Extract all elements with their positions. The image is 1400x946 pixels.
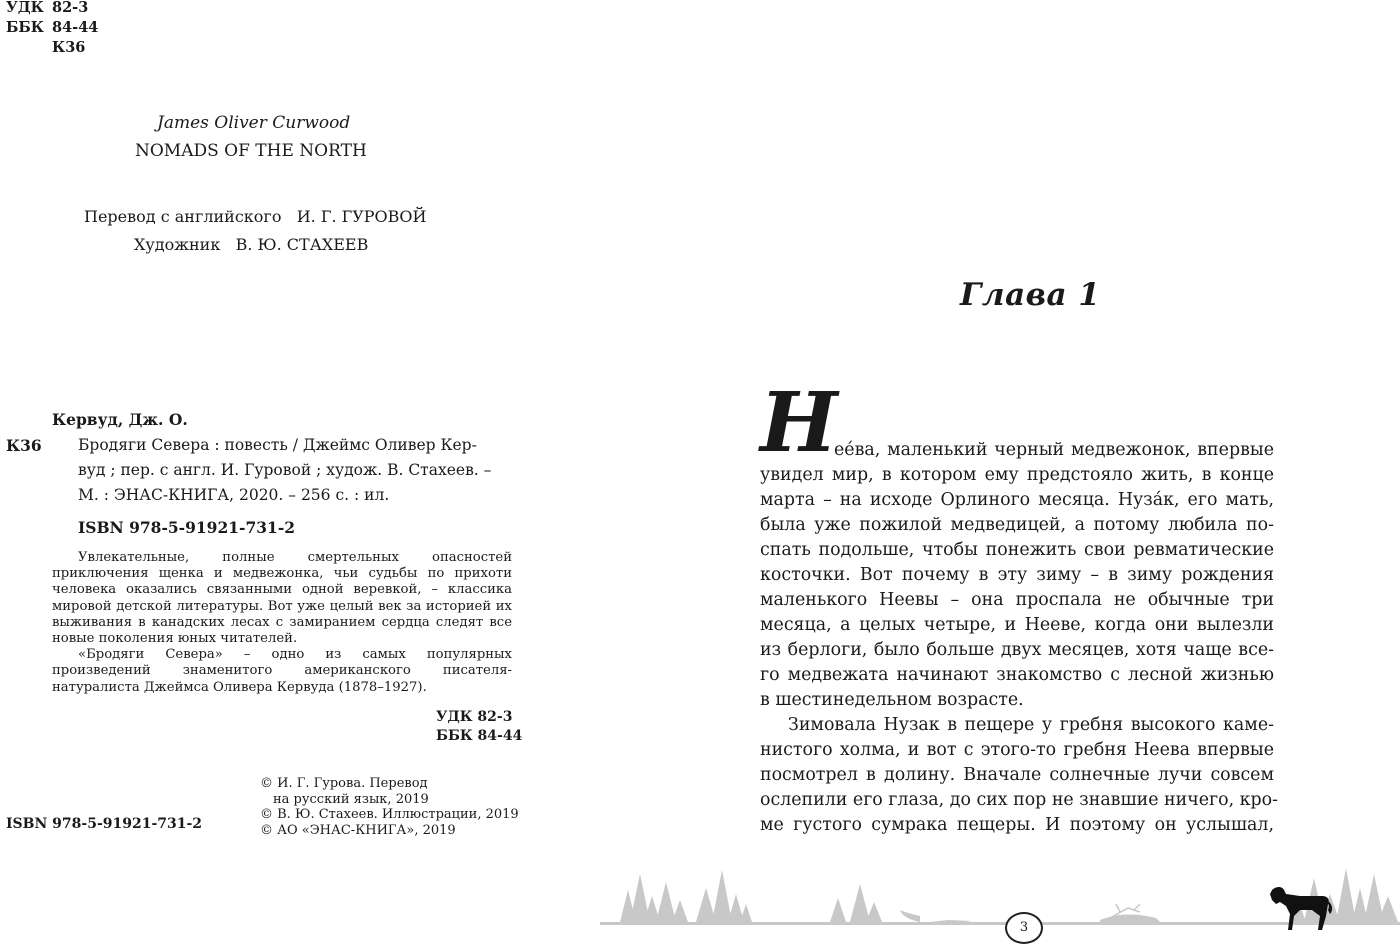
original-author: James Oliver Curwood xyxy=(157,113,351,133)
body-line: месяца, а целых четыре, и Нееве, когда они вылезли xyxy=(760,615,1274,635)
annotation-paragraph: «Бродяги Севера» – одно из самых популярных произведений знаменитого американского писателя-натуралиста Джеймса Оливера Кервуда (1878–1927). xyxy=(52,647,512,695)
udk-bbk-footer xyxy=(436,708,522,746)
udk-line: УДК 82-3 xyxy=(436,709,513,725)
chapter-title: Глава 1 xyxy=(960,277,1101,313)
body-line: спать подольше, чтобы понежить свои ревматические xyxy=(760,540,1274,560)
copyright-line: на русский язык, 2019 xyxy=(273,791,429,807)
catalog-line: Бродяги Севера : повесть / Джеймс Оливер Кер- xyxy=(78,436,477,454)
udk-bbk-header xyxy=(6,0,98,58)
catalog-line: М. : ЭНАС-КНИГА, 2020. – 256 с. : ил. xyxy=(78,486,390,504)
copyright-line: © В. Ю. Стахеев. Иллюстрации, 2019 xyxy=(260,807,519,822)
body-line: марта – на исходе Орлиного месяца. Нузáк, его мать, xyxy=(760,490,1274,510)
copyright-line: © АО «ЭНАС-КНИГА», 2019 xyxy=(260,822,456,838)
body-line: ослепили его глаза, до сих пор не знавшие ничего, кро- xyxy=(760,790,1279,810)
translation-label: Перевод с английского xyxy=(84,207,282,226)
body-line: нистого холма, и вот с этого-то гребня Неева впервые xyxy=(760,740,1274,760)
translation-credit xyxy=(84,207,426,226)
drop-cap: Н xyxy=(760,375,838,471)
catalog-code: К36 xyxy=(6,436,42,455)
body-line: го медвежата начинают знакомство с лесной жизнью xyxy=(760,665,1274,685)
catalog-author: Кервуд, Дж. О. xyxy=(52,410,188,429)
body-line: в шестинедельном возрасте. xyxy=(760,690,1024,710)
forest-scenery-illustration xyxy=(600,860,1400,946)
isbn-bottom: ISBN 978-5-91921-731-2 xyxy=(6,816,203,832)
translator-name: И. Г. ГУРОВОЙ xyxy=(296,207,427,226)
body-line: из берлоги, было больше двух месяцев, хотя чаще все- xyxy=(760,640,1274,660)
artist-credit xyxy=(134,235,368,254)
body-line: косточки. Вот почему в эту зиму – в зиму рождения xyxy=(760,565,1274,585)
body-line: была уже пожилой медведицей, а потому любила по- xyxy=(760,515,1274,535)
body-line: маленького Неевы – она проспала не обычные три xyxy=(760,590,1274,610)
author-sign-line: К36 xyxy=(52,39,86,56)
original-title: NOMADS OF THE NORTH xyxy=(135,141,367,161)
catalog-line: вуд ; пер. с англ. И. Гуровой ; худож. В. Стахеев. – xyxy=(78,461,492,479)
page-number: 3 xyxy=(1005,912,1043,944)
body-line: еéва, маленький черный медвежонок, впервые xyxy=(834,440,1274,460)
artist-label: Художник xyxy=(134,235,221,254)
copyright-block xyxy=(260,776,519,838)
udk-line: УДК 82-3 xyxy=(6,0,89,16)
bbk-line: ББК 84-44 xyxy=(436,728,523,744)
copyright-line: © И. Г. Гурова. Перевод xyxy=(260,776,428,791)
isbn-main: ISBN 978-5-91921-731-2 xyxy=(78,518,296,537)
annotation-paragraph: Увлекательные, полные смертельных опасностей приключения щенка и медвежонка, чьи судьбы по прихоти человека оказались связанными одной веревкой, – классика мировой детской литературы. Вот уже целый век за историей их выживания в канадских лесах с замиранием сердца следят все новые поколения юных читателей. xyxy=(52,550,512,647)
body-line: ме густого сумрака пещеры. И поэтому он услышал, xyxy=(760,815,1274,835)
annotation xyxy=(52,550,512,696)
artist-name: В. Ю. СТАХЕЕВ xyxy=(235,235,369,254)
body-line: увидел мир, в котором ему предстояло жить, в конце xyxy=(760,465,1274,485)
bbk-line: ББК 84-44 xyxy=(6,19,99,36)
body-line: Зимовала Нузак в пещере у гребня высокого каме- xyxy=(788,715,1274,735)
body-line: посмотрел в долину. Вначале солнечные лучи совсем xyxy=(760,765,1274,785)
